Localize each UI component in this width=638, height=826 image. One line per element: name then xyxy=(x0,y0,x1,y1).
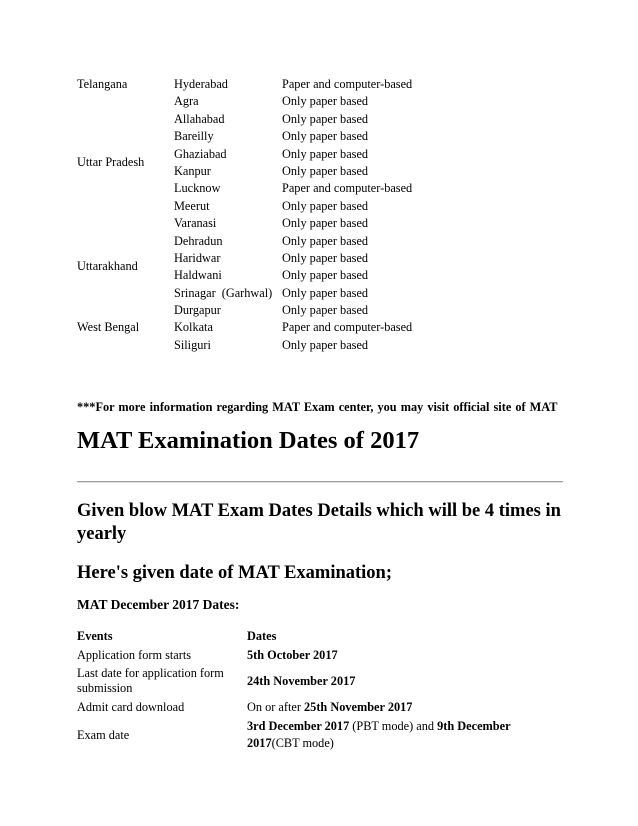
exam-centers-table xyxy=(77,76,497,354)
date-mid: (PBT mode) and xyxy=(349,719,438,733)
table-row xyxy=(77,716,567,754)
table-row xyxy=(77,163,497,180)
section-heading: Given blow MAT Exam Dates Details which will be 4 times in yearly xyxy=(77,501,561,544)
date-value: 3rd December 2017 xyxy=(247,719,350,733)
table-row xyxy=(77,664,567,698)
table-row xyxy=(77,646,567,664)
table-row xyxy=(77,698,567,716)
table-row xyxy=(77,215,497,232)
mode-cell: Only paper based xyxy=(282,285,369,300)
city-cell: Varanasi xyxy=(174,216,217,231)
state-cell-uttar-pradesh: Uttar Pradesh xyxy=(77,154,145,169)
table-row xyxy=(77,233,497,250)
given-date-heading: Here's given date of MAT Examination; xyxy=(77,563,392,583)
table-row xyxy=(77,198,497,215)
city-cell: Srinagar (Garhwal) xyxy=(174,285,273,300)
event-cell: Exam date xyxy=(77,727,130,742)
table-row xyxy=(77,267,497,284)
city-cell: Allahabad xyxy=(174,111,225,126)
mode-cell: Only paper based xyxy=(282,94,369,109)
mode-cell: Only paper based xyxy=(282,163,369,178)
mode-cell: Only paper based xyxy=(282,198,369,213)
city-cell: Kolkata xyxy=(174,320,213,335)
event-cell: Admit card download xyxy=(77,699,185,714)
page-title: MAT Examination Dates of 2017 xyxy=(77,427,420,454)
city-cell: Bareilly xyxy=(174,129,214,144)
city-cell: Hyderabad xyxy=(174,77,228,91)
mode-cell: Only paper based xyxy=(282,146,369,161)
mode-cell: Only paper based xyxy=(282,111,369,126)
dates-table xyxy=(77,626,567,754)
city-cell: Kanpur xyxy=(174,163,211,178)
table-row xyxy=(77,93,497,110)
date-value: 5th October 2017 xyxy=(247,647,338,662)
city-cell: Haldwani xyxy=(174,268,222,283)
city-cell: Meerut xyxy=(174,198,210,213)
december-dates-heading: MAT December 2017 Dates: xyxy=(77,597,240,612)
state-cell-uttarakhand: Uttarakhand xyxy=(77,258,138,273)
city-cell: Lucknow xyxy=(174,181,221,196)
city-cell: Ghaziabad xyxy=(174,146,227,161)
table-header-row xyxy=(77,626,567,646)
mode-cell: Only paper based xyxy=(282,129,369,144)
event-cell: Application form starts xyxy=(77,647,192,662)
table-row xyxy=(77,337,497,354)
events-header: Events xyxy=(77,628,113,643)
mode-cell: Only paper based xyxy=(282,233,369,248)
date-value: 25th November 2017 xyxy=(304,699,413,714)
mode-cell: Paper and computer-based xyxy=(282,181,413,196)
info-note: ***For more information regarding MAT Exam center, you may visit official site of MAT xyxy=(77,400,558,414)
date-prefix: On or after xyxy=(247,699,305,714)
table-row xyxy=(77,302,497,319)
table-row xyxy=(77,319,497,336)
mode-cell: Paper and computer-based xyxy=(282,77,413,91)
date-value-2: 9th December 2017 xyxy=(247,719,511,750)
mode-cell: Only paper based xyxy=(282,337,369,352)
date-cell xyxy=(247,718,557,752)
city-cell: Siliguri xyxy=(174,337,211,352)
city-cell: Durgapur xyxy=(174,303,221,318)
mode-cell: Only paper based xyxy=(282,303,369,318)
divider xyxy=(77,481,563,483)
table-row xyxy=(77,76,497,93)
date-cell xyxy=(247,699,557,716)
date-suffix: (CBT mode) xyxy=(271,736,334,750)
city-cell: Dehradun xyxy=(174,233,223,248)
state-cell: West Bengal xyxy=(77,320,140,335)
state-cell: Telangana xyxy=(77,77,128,91)
city-cell: Agra xyxy=(174,94,199,109)
table-row xyxy=(77,128,497,145)
date-cell xyxy=(247,673,557,690)
mode-cell: Paper and computer-based xyxy=(282,320,413,335)
table-row xyxy=(77,285,497,302)
table-row xyxy=(77,180,497,197)
mode-cell: Only paper based xyxy=(282,268,369,283)
table-row xyxy=(77,250,497,273)
date-cell xyxy=(247,647,557,664)
event-cell: Last date for application form submission xyxy=(77,666,224,695)
dates-header: Dates xyxy=(247,628,277,643)
table-row xyxy=(77,111,497,128)
mode-cell: Only paper based xyxy=(282,216,369,231)
table-row xyxy=(77,146,497,169)
mode-cell: Only paper based xyxy=(282,250,369,265)
city-cell: Haridwar xyxy=(174,250,221,265)
date-value: 24th November 2017 xyxy=(247,673,356,688)
